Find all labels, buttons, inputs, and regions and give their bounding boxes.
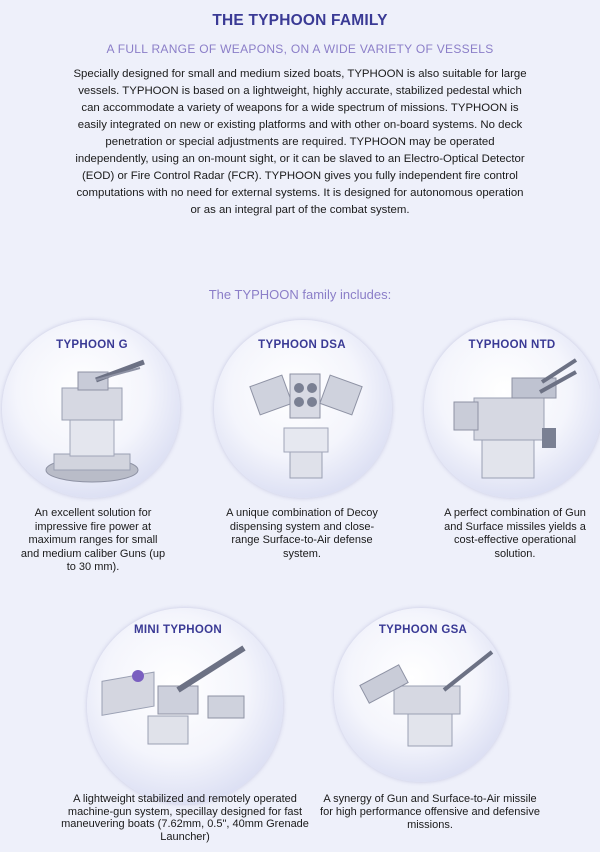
intro-paragraph: Specially designed for small and medium sized boats, TYPHOON is also suitable for large vessels. TYPHOON is based on a lightweight, highly accurate, stabilized pedestal which can accommodate a variety of weapons for a wide spectrum of missions. TYPHOON is easily integrated on new or existing platforms and with other on-board systems. No deck penetration or special adjustments are required. TYPHOON may be operated independently, using an on-mount sight, or it can be slaved to an Electro-Optical Detector (EOD) or Fire Control Radar (FCR). TYPHOON gives you fully independent fire control computations with no need for external systems. It is designed for autonomous operation or as an integral part of the combat system. bbox=[73, 68, 527, 216]
page-subtitle: A FULL RANGE OF WEAPONS, ON A WIDE VARIETY OF VESSELS bbox=[106, 42, 494, 56]
typhoon-g-mount-image bbox=[32, 358, 152, 488]
product-desc-typhoon-ntd: A perfect combination of Gun and Surface missiles yields a cost-effective operational solution. bbox=[444, 507, 586, 560]
includes-heading: The TYPHOON family includes: bbox=[208, 287, 392, 302]
page-title: THE TYPHOON FAMILY bbox=[212, 12, 388, 29]
product-name-mini-typhoon: MINI TYPHOON bbox=[134, 624, 222, 636]
product-name-typhoon-ntd: TYPHOON NTD bbox=[468, 339, 556, 351]
mini-typhoon-mount-image bbox=[98, 646, 248, 756]
product-name-typhoon-g: TYPHOON G bbox=[56, 339, 128, 351]
typhoon-gsa-mount-image bbox=[354, 646, 494, 756]
product-name-typhoon-gsa: TYPHOON GSA bbox=[378, 624, 468, 636]
product-desc-typhoon-g: An excellent solution for impressive fire power at maximum ranges for small and medium caliber Guns (up to 30 mm). bbox=[20, 507, 166, 573]
typhoon-dsa-mount-image bbox=[244, 358, 364, 488]
typhoon-ntd-mount-image bbox=[452, 358, 572, 488]
product-desc-typhoon-dsa: A unique combination of Decoy dispensing system and close-range Surface-to-Air defense system. bbox=[226, 507, 378, 560]
product-desc-mini-typhoon: A lightweight stabilized and remotely operated machine-gun system, specillay designed for fast maneuvering boats (7.62mm, 0.5", 40mm Grenade Launcher) bbox=[61, 793, 309, 843]
product-desc-typhoon-gsa: A synergy of Gun and Surface-to-Air missile for high performance offensive and defensive missions. bbox=[320, 793, 540, 831]
product-name-typhoon-dsa: TYPHOON DSA bbox=[258, 339, 346, 351]
